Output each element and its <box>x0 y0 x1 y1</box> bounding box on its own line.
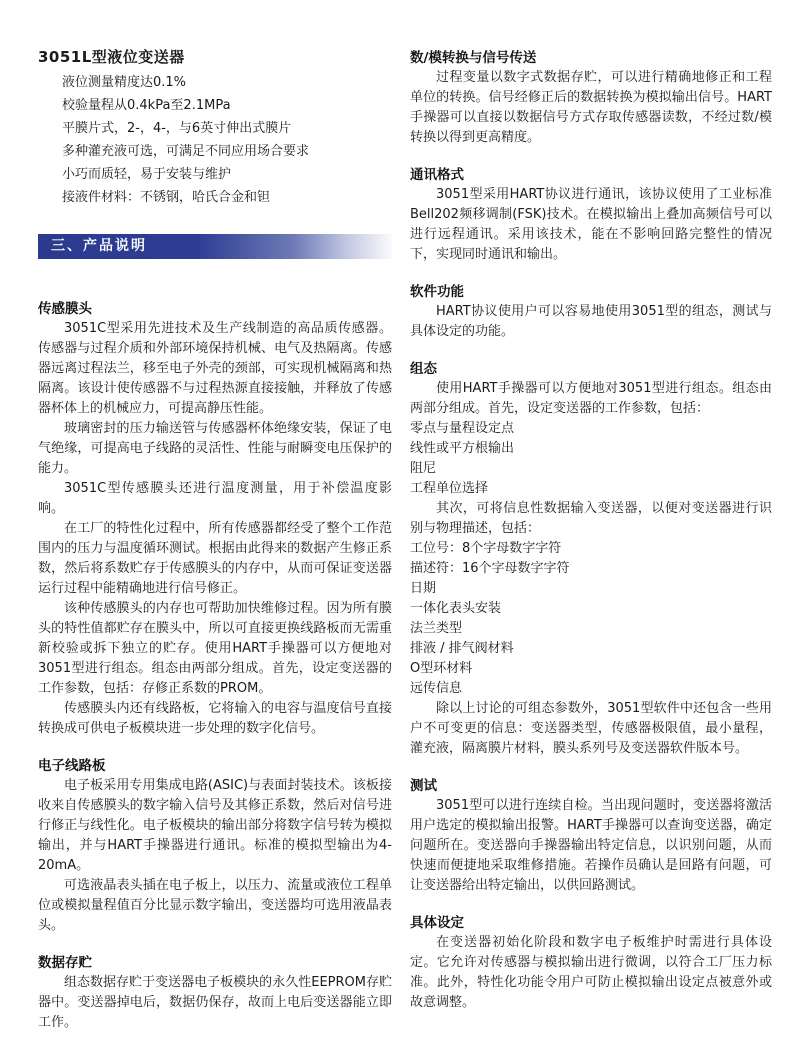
left-column <box>38 46 392 1054</box>
section-communication-format <box>410 163 772 265</box>
list-line: 法兰类型 <box>410 621 463 636</box>
list-line: 描述符：16个字母数字字符 <box>410 561 570 576</box>
paragraph: 除以上讨论的可组态参数外，3051型软件中还包含一些用户不可变更的信息：变送器类型，传感器极限值，最小量程，灌充液，隔离膜片材料，膜头系列号及变送器软件版本号。 <box>410 701 772 756</box>
section-heading: 组态 <box>410 361 437 377</box>
paragraph: 组态数据存贮于变送器电子板模块的永久性EEPROM存贮器中。变送器掉电后，数据仍保存，故而上电后变送器能立即工作。 <box>38 975 392 1030</box>
paragraph: 该种传感膜头的内存也可帮助加快维修过程。因为所有膜头的特性值都贮存在膜头中，所以可直接更换线路板而无需重新校验或拆下独立的贮存。使用HART手操器可以方便地对3051型进行组态。组态由两部分组成。首先，设定变送器的工作参数，包括：存修正系数的PROM。 <box>38 601 392 696</box>
section-da-conversion <box>410 46 772 148</box>
section-electronics-board <box>38 754 392 936</box>
list-line: 一体化表头安装 <box>410 601 502 616</box>
section-heading: 电子线路板 <box>38 758 106 774</box>
paragraph: HART协议使用户可以容易地使用3051型的组态，测试与具体设定的功能。 <box>410 304 772 339</box>
section-heading: 通讯格式 <box>410 167 464 183</box>
section-heading: 具体设定 <box>410 915 464 931</box>
paragraph: 3051型可以进行连续自检。当出现问题时，变送器将激活用户选定的模拟输出报警。HART手操器可以查询变送器，确定问题所在。变送器向手操器输出特定信息，以识别问题，从而快速而便捷地采取维修措施。若操作员确认是回路有问题，可让变送器给出特定输出，以供回路测试。 <box>410 798 772 893</box>
feature-item: 接液件材料：不锈钢，哈氏合金和钽 <box>62 190 271 205</box>
section-heading: 传感膜头 <box>38 301 92 317</box>
section-sensor-module <box>38 297 392 739</box>
right-column <box>410 46 772 1054</box>
paragraph: 可选液晶表头插在电子板上，以压力、流量或液位工程单位或模拟量程值百分比显示数字输出，变送器均可选用液晶表头。 <box>38 878 392 933</box>
paragraph: 传感膜头内还有线路板，它将输入的电容与温度信号直接转换成可供电子板模块进一步处理的数字化信号。 <box>38 701 392 736</box>
section-testing <box>410 774 772 896</box>
section-software-functions <box>410 280 772 342</box>
section-banner <box>38 234 392 259</box>
paragraph: 在工厂的特性化过程中，所有传感器都经受了整个工作范围内的压力与温度循环测试。根据由此得来的数据产生修正系数，然后将系数贮存于传感膜头的内存中，从而可保证变送器运行过程中能精确地进行信号修正。 <box>38 521 392 596</box>
section-specific-settings <box>410 911 772 1013</box>
paragraph: 过程变量以数字式数据存贮，可以进行精确地修正和工程单位的转换。信号经修正后的数据转换为模拟输出信号。HART手操器可以直接以数据信号方式存取传感器读数，不经过数/模转换以得到更高精度。 <box>410 70 772 145</box>
product-title: 3051L型液位变送器 <box>38 48 185 66</box>
section-heading: 测试 <box>410 778 437 794</box>
feature-item: 液位测量精度达0.1% <box>62 75 187 90</box>
feature-item: 多种灌充液可选，可满足不同应用场合要求 <box>62 144 310 159</box>
paragraph: 3051型采用HART协议进行通讯，该协议使用了工业标准Bell202频移调制(FSK)技术。在模拟输出上叠加高频信号可以进行远程通讯。采用该技术，能在不影响回路完整性的情况下，实现同时通讯和输出。 <box>410 187 772 262</box>
section-heading: 数/模转换与信号传送 <box>410 50 537 66</box>
list-line: 排液 / 排气阀材料 <box>410 641 514 656</box>
section-configuration <box>410 357 772 759</box>
paragraph: 3051C型传感膜头还进行温度测量，用于补偿温度影响。 <box>38 481 392 516</box>
paragraph: 其次，可将信息性数据输入变送器，以便对变送器进行识别与物理描述，包括： <box>410 501 772 536</box>
feature-item: 校验量程从0.4kPa至2.1MPa <box>62 98 231 113</box>
list-line: 工程单位选择 <box>410 481 489 496</box>
feature-item: 平膜片式，2-，4-，与6英寸伸出式膜片 <box>62 121 292 136</box>
list-line: 工位号：8个字母数字字符 <box>410 541 562 556</box>
paragraph: 玻璃密封的压力输送管与传感器杯体绝缘安装，保证了电气绝缘，可提高电子线路的灵活性、性能与耐瞬变电压保护的能力。 <box>38 421 392 476</box>
section-banner-label: 三、产品说明 <box>51 238 147 254</box>
paragraph: 3051C型采用先进技术及生产线制造的高品质传感器。传感器与过程介质和外部环境保持机械、电气及热隔离。传感器远离过程法兰，移至电子外壳的颈部，可实现机械隔离和热隔离。该设计使传感器不与过程热源直接接触，并释放了传感器杯体上的机械应力，可提高静压性能。 <box>38 321 392 416</box>
feature-item: 小巧而质轻，易于安装与维护 <box>62 167 232 182</box>
list-line: 线性或平方根输出 <box>410 441 515 456</box>
paragraph: 在变送器初始化阶段和数字电子板维护时需进行具体设定。它允许对传感器与模拟输出进行微调，以符合工厂压力标准。此外，特性化功能令用户可防止模拟输出设定点被意外或故意调整。 <box>410 935 772 1010</box>
section-data-storage <box>38 951 392 1033</box>
list-line: 日期 <box>410 581 437 596</box>
feature-list <box>38 71 392 209</box>
list-line: 零点与量程设定点 <box>410 421 515 436</box>
list-line: 阻尼 <box>410 461 437 476</box>
paragraph: 电子板采用专用集成电路(ASIC)与表面封装技术。该板接收来自传感膜头的数字输入信号及其修正系数，然后对信号进行修正与线性化。电子板模块的输出部分将数字信号转为模拟输出，并与HART手操器进行通讯。标准的模拟型输出为4-20mA。 <box>38 778 392 873</box>
paragraph: 使用HART手操器可以方便地对3051型进行组态。组态由两部分组成。首先，设定变送器的工作参数，包括： <box>410 381 772 416</box>
section-heading: 数据存贮 <box>38 955 92 971</box>
list-line: O型环材料 <box>410 661 473 676</box>
section-heading: 软件功能 <box>410 284 464 300</box>
list-line: 远传信息 <box>410 681 463 696</box>
